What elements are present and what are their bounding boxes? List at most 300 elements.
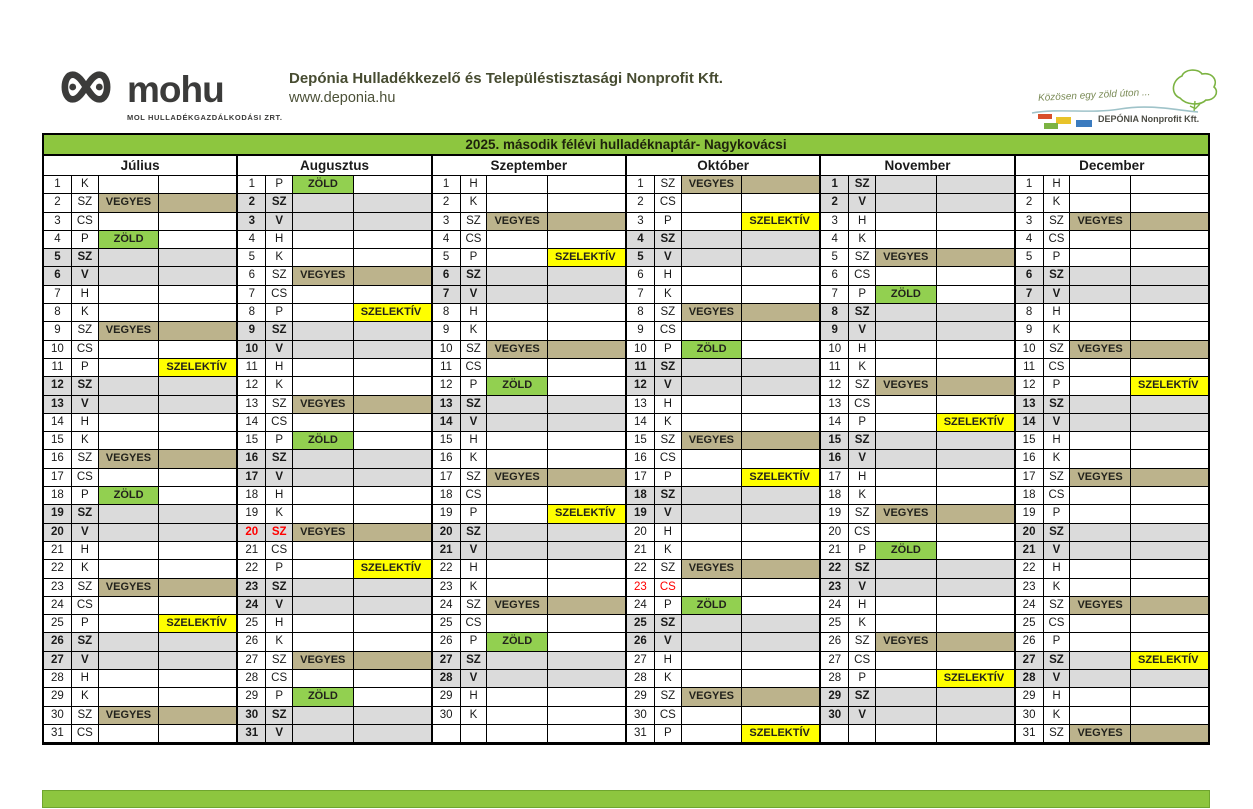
pickup-cell-secondary [1131, 725, 1208, 743]
day-row [1016, 542, 1208, 560]
day-row [1016, 267, 1208, 285]
pickup-cell-secondary [742, 377, 819, 395]
day-number: 18 [821, 487, 849, 505]
pickup-cell-secondary [742, 249, 819, 267]
pickup-cell-secondary [354, 450, 431, 468]
day-abbr: V [266, 213, 293, 231]
day-row [627, 286, 819, 304]
pickup-cell-secondary [742, 670, 819, 688]
pickup-cell-primary [876, 359, 937, 377]
day-row [821, 322, 1013, 340]
day-number: 20 [1016, 524, 1044, 542]
pickup-cell-secondary: SZELEKTÍV [548, 249, 625, 267]
day-row [821, 524, 1013, 542]
company-name: Depónia Hulladékkezelő és Településtisztasági Nonprofit Kft. [289, 70, 723, 87]
day-abbr: SZ [655, 432, 682, 450]
pickup-cell-secondary [937, 341, 1014, 359]
pickup-cell-primary [1070, 560, 1131, 578]
day-number: 11 [238, 359, 266, 377]
day-number: 5 [627, 249, 655, 267]
pickup-cell-primary [876, 304, 937, 322]
day-row [44, 633, 236, 651]
day-row [238, 615, 430, 633]
day-row [627, 322, 819, 340]
pickup-cell-secondary: SZELEKTÍV [1131, 652, 1208, 670]
pickup-cell-primary [682, 487, 743, 505]
pickup-cell-primary [487, 542, 548, 560]
day-abbr: P [461, 505, 488, 523]
day-row [1016, 597, 1208, 615]
pickup-cell-secondary [1131, 213, 1208, 231]
day-row [238, 194, 430, 212]
pickup-cell-secondary [548, 396, 625, 414]
day-number: 15 [44, 432, 72, 450]
day-row [627, 670, 819, 688]
pickup-cell-primary: VEGYES [487, 341, 548, 359]
day-row [821, 505, 1013, 523]
pickup-cell-primary [99, 377, 160, 395]
day-number: 16 [821, 450, 849, 468]
day-abbr: P [655, 469, 682, 487]
day-abbr: P [1044, 377, 1071, 395]
day-abbr: SZ [1044, 469, 1071, 487]
day-number: 27 [238, 652, 266, 670]
pickup-cell-secondary [742, 450, 819, 468]
day-row [627, 469, 819, 487]
pickup-cell-primary [1070, 688, 1131, 706]
day-number: 18 [44, 487, 72, 505]
day-row [44, 414, 236, 432]
day-number: 23 [238, 579, 266, 597]
pickup-cell-secondary [937, 524, 1014, 542]
pickup-cell-primary [1070, 652, 1131, 670]
day-abbr: K [72, 304, 99, 322]
pickup-cell-primary: VEGYES [682, 304, 743, 322]
pickup-cell-secondary [159, 176, 236, 194]
day-abbr: H [72, 542, 99, 560]
day-row [433, 432, 625, 450]
day-abbr: H [1044, 560, 1071, 578]
day-abbr: V [849, 450, 876, 468]
pickup-cell-secondary [742, 524, 819, 542]
pickup-cell-primary [487, 176, 548, 194]
day-abbr: H [461, 176, 488, 194]
day-number: 22 [1016, 560, 1044, 578]
pickup-cell-secondary [1131, 322, 1208, 340]
pickup-cell-secondary [937, 652, 1014, 670]
day-abbr: SZ [849, 176, 876, 194]
day-abbr: SZ [72, 377, 99, 395]
pickup-cell-secondary [1131, 707, 1208, 725]
pickup-cell-primary [682, 286, 743, 304]
day-abbr: V [1044, 286, 1071, 304]
pickup-cell-secondary [354, 286, 431, 304]
day-number: 23 [44, 579, 72, 597]
pickup-cell-primary [876, 396, 937, 414]
pickup-cell-secondary [159, 194, 236, 212]
pickup-cell-primary [876, 579, 937, 597]
day-abbr: H [1044, 432, 1071, 450]
pickup-cell-secondary [159, 249, 236, 267]
day-abbr: SZ [461, 524, 488, 542]
pickup-cell-primary: ZÖLD [487, 377, 548, 395]
pickup-cell-primary [1070, 450, 1131, 468]
day-number: 16 [1016, 450, 1044, 468]
day-number: 6 [627, 267, 655, 285]
pickup-cell-primary [293, 322, 354, 340]
day-abbr: P [266, 176, 293, 194]
day-abbr: K [655, 286, 682, 304]
pickup-cell-secondary [548, 213, 625, 231]
day-abbr: SZ [655, 176, 682, 194]
day-abbr: P [849, 670, 876, 688]
day-abbr: SZ [655, 688, 682, 706]
day-row [821, 652, 1013, 670]
pickup-cell-primary [487, 286, 548, 304]
day-abbr: P [849, 414, 876, 432]
pickup-cell-primary [99, 524, 160, 542]
day-number: 26 [433, 633, 461, 651]
day-abbr: P [849, 286, 876, 304]
day-number: 31 [1016, 725, 1044, 743]
pickup-cell-secondary [742, 633, 819, 651]
day-row [627, 414, 819, 432]
day-abbr: H [1044, 176, 1071, 194]
day-row [821, 487, 1013, 505]
pickup-cell-secondary [742, 267, 819, 285]
month-column [821, 156, 1015, 743]
day-row [627, 652, 819, 670]
day-number: 16 [627, 450, 655, 468]
day-row [627, 579, 819, 597]
day-row [238, 176, 430, 194]
day-row [44, 396, 236, 414]
pickup-cell-primary [1070, 249, 1131, 267]
day-number: 13 [238, 396, 266, 414]
day-number: 26 [238, 633, 266, 651]
pickup-cell-primary [876, 322, 937, 340]
day-abbr: SZ [266, 194, 293, 212]
day-number: 4 [627, 231, 655, 249]
day-number: 6 [821, 267, 849, 285]
day-number: 31 [44, 725, 72, 743]
day-row [238, 597, 430, 615]
day-row [627, 249, 819, 267]
pickup-cell-secondary [159, 670, 236, 688]
pickup-cell-secondary [1131, 524, 1208, 542]
day-abbr: K [655, 542, 682, 560]
day-row [44, 194, 236, 212]
day-number: 6 [44, 267, 72, 285]
pickup-cell-primary [293, 633, 354, 651]
brand-name: mohu [127, 69, 224, 110]
day-row [627, 688, 819, 706]
day-number: 11 [627, 359, 655, 377]
day-abbr: CS [1044, 615, 1071, 633]
pickup-cell-primary [487, 652, 548, 670]
pickup-cell-secondary [1131, 267, 1208, 285]
pickup-cell-primary [99, 615, 160, 633]
day-row [44, 597, 236, 615]
day-row [433, 359, 625, 377]
pickup-cell-primary [1070, 432, 1131, 450]
day-number [433, 725, 461, 743]
day-number: 24 [821, 597, 849, 615]
pickup-cell-primary [1070, 414, 1131, 432]
day-row [1016, 249, 1208, 267]
day-abbr: H [461, 432, 488, 450]
pickup-cell-secondary [548, 414, 625, 432]
pickup-cell-primary [99, 396, 160, 414]
day-number: 25 [433, 615, 461, 633]
day-row [627, 176, 819, 194]
pickup-cell-secondary [937, 377, 1014, 395]
pickup-cell-secondary [937, 432, 1014, 450]
pickup-cell-primary [682, 231, 743, 249]
pickup-cell-primary [487, 670, 548, 688]
day-row [238, 286, 430, 304]
pickup-cell-secondary [937, 560, 1014, 578]
pickup-cell-secondary: SZELEKTÍV [159, 615, 236, 633]
day-number: 29 [238, 688, 266, 706]
day-abbr: SZ [266, 652, 293, 670]
pickup-cell-primary [293, 542, 354, 560]
day-abbr: P [1044, 505, 1071, 523]
day-number: 9 [44, 322, 72, 340]
day-row [44, 487, 236, 505]
day-row [433, 652, 625, 670]
day-number: 27 [821, 652, 849, 670]
day-number: 15 [1016, 432, 1044, 450]
day-abbr: H [655, 396, 682, 414]
day-row [627, 267, 819, 285]
day-row [44, 377, 236, 395]
pickup-cell-primary [682, 505, 743, 523]
day-row [433, 542, 625, 560]
day-number: 31 [627, 725, 655, 743]
day-abbr: SZ [849, 505, 876, 523]
pickup-cell-secondary [159, 707, 236, 725]
day-abbr: H [1044, 688, 1071, 706]
day-row [433, 670, 625, 688]
day-row [44, 615, 236, 633]
pickup-cell-primary: ZÖLD [293, 432, 354, 450]
day-row [238, 414, 430, 432]
day-abbr: SZ [461, 652, 488, 670]
pickup-cell-secondary [354, 231, 431, 249]
day-number: 8 [238, 304, 266, 322]
pickup-cell-primary [682, 615, 743, 633]
pickup-cell-secondary [548, 377, 625, 395]
day-abbr: SZ [461, 267, 488, 285]
pickup-cell-secondary [937, 450, 1014, 468]
day-abbr: CS [461, 615, 488, 633]
day-row [433, 194, 625, 212]
pickup-cell-secondary [548, 579, 625, 597]
pickup-cell-primary [293, 286, 354, 304]
day-row [1016, 652, 1208, 670]
pickup-cell-secondary [159, 432, 236, 450]
day-abbr: K [72, 560, 99, 578]
day-abbr: P [266, 560, 293, 578]
pickup-cell-secondary [937, 597, 1014, 615]
pickup-cell-primary [487, 688, 548, 706]
day-row [1016, 633, 1208, 651]
pickup-cell-primary [99, 469, 160, 487]
pickup-cell-primary [293, 359, 354, 377]
day-row [44, 213, 236, 231]
pickup-cell-secondary [548, 450, 625, 468]
day-number: 3 [433, 213, 461, 231]
day-abbr: P [72, 231, 99, 249]
day-abbr: CS [1044, 487, 1071, 505]
footer-bar [42, 790, 1210, 808]
pickup-cell-secondary [159, 213, 236, 231]
pickup-cell-secondary [742, 542, 819, 560]
day-abbr: SZ [849, 249, 876, 267]
pickup-cell-primary: VEGYES [99, 450, 160, 468]
pickup-cell-primary: VEGYES [876, 249, 937, 267]
pickup-cell-secondary [548, 341, 625, 359]
pickup-cell-secondary [742, 231, 819, 249]
pickup-cell-primary [487, 560, 548, 578]
pickup-cell-secondary [1131, 505, 1208, 523]
day-number: 1 [821, 176, 849, 194]
day-row [821, 414, 1013, 432]
day-number: 2 [821, 194, 849, 212]
day-row [238, 267, 430, 285]
day-row [627, 231, 819, 249]
day-row [627, 396, 819, 414]
pickup-cell-primary [293, 414, 354, 432]
day-abbr: SZ [72, 322, 99, 340]
day-number: 25 [821, 615, 849, 633]
day-row [1016, 304, 1208, 322]
day-abbr: CS [72, 725, 99, 743]
day-abbr: K [72, 432, 99, 450]
pickup-cell-primary [293, 615, 354, 633]
pickup-cell-secondary [159, 377, 236, 395]
day-row [821, 707, 1013, 725]
pickup-cell-primary: VEGYES [1070, 213, 1131, 231]
day-row [238, 542, 430, 560]
pickup-cell-primary [487, 322, 548, 340]
day-row [238, 524, 430, 542]
pickup-cell-primary [876, 670, 937, 688]
day-abbr: K [461, 579, 488, 597]
month-header: December [1016, 156, 1208, 176]
pickup-cell-secondary [742, 304, 819, 322]
pickup-cell-primary: ZÖLD [682, 597, 743, 615]
day-abbr: SZ [1044, 267, 1071, 285]
pickup-cell-primary [876, 487, 937, 505]
pickup-cell-secondary [937, 322, 1014, 340]
day-row [238, 633, 430, 651]
pickup-cell-secondary [548, 487, 625, 505]
pickup-cell-secondary [548, 670, 625, 688]
day-row [238, 670, 430, 688]
day-row [1016, 524, 1208, 542]
day-row [627, 633, 819, 651]
day-number: 29 [44, 688, 72, 706]
day-abbr: V [72, 652, 99, 670]
day-row [1016, 414, 1208, 432]
day-number: 14 [627, 414, 655, 432]
day-number: 14 [821, 414, 849, 432]
day-row [433, 414, 625, 432]
deponia-logo [1030, 68, 1220, 138]
pickup-cell-primary [487, 524, 548, 542]
pickup-cell-secondary [1131, 432, 1208, 450]
day-row [1016, 487, 1208, 505]
pickup-cell-secondary: SZELEKTÍV [937, 670, 1014, 688]
pickup-cell-secondary [354, 505, 431, 523]
day-number: 2 [238, 194, 266, 212]
day-number: 12 [238, 377, 266, 395]
pickup-cell-primary [487, 249, 548, 267]
pickup-cell-primary [293, 469, 354, 487]
pickup-cell-primary [1070, 322, 1131, 340]
pickup-cell-secondary [354, 213, 431, 231]
pickup-cell-secondary [1131, 414, 1208, 432]
day-abbr: V [266, 725, 293, 743]
pickup-cell-primary [1070, 505, 1131, 523]
day-row [627, 505, 819, 523]
day-number: 29 [433, 688, 461, 706]
day-row [627, 487, 819, 505]
pickup-cell-secondary [548, 652, 625, 670]
pickup-cell-primary [99, 304, 160, 322]
pickup-cell-secondary [354, 176, 431, 194]
pickup-cell-secondary [1131, 359, 1208, 377]
pickup-cell-secondary [354, 615, 431, 633]
day-number: 10 [627, 341, 655, 359]
pickup-cell-primary [293, 249, 354, 267]
pickup-cell-primary: VEGYES [99, 579, 160, 597]
pickup-cell-secondary [159, 633, 236, 651]
pickup-cell-secondary [354, 414, 431, 432]
day-number: 17 [821, 469, 849, 487]
day-row [1016, 231, 1208, 249]
day-row [627, 213, 819, 231]
day-abbr: V [655, 377, 682, 395]
day-abbr: SZ [72, 505, 99, 523]
day-abbr: SZ [655, 560, 682, 578]
day-row [821, 725, 1013, 743]
pickup-cell-primary [682, 524, 743, 542]
day-abbr: CS [655, 194, 682, 212]
day-number: 28 [238, 670, 266, 688]
day-number: 22 [627, 560, 655, 578]
day-abbr: SZ [266, 396, 293, 414]
pickup-cell-secondary [354, 194, 431, 212]
pickup-cell-primary [876, 597, 937, 615]
day-abbr: P [72, 359, 99, 377]
day-abbr: SZ [655, 304, 682, 322]
day-number: 8 [433, 304, 461, 322]
pickup-cell-secondary [159, 414, 236, 432]
day-row [238, 487, 430, 505]
day-row [44, 432, 236, 450]
day-abbr: SZ [655, 359, 682, 377]
pickup-cell-secondary [937, 231, 1014, 249]
pickup-cell-secondary [548, 560, 625, 578]
day-number: 9 [1016, 322, 1044, 340]
pickup-cell-secondary [937, 615, 1014, 633]
day-row [627, 615, 819, 633]
day-number: 24 [238, 597, 266, 615]
pickup-cell-primary [293, 505, 354, 523]
